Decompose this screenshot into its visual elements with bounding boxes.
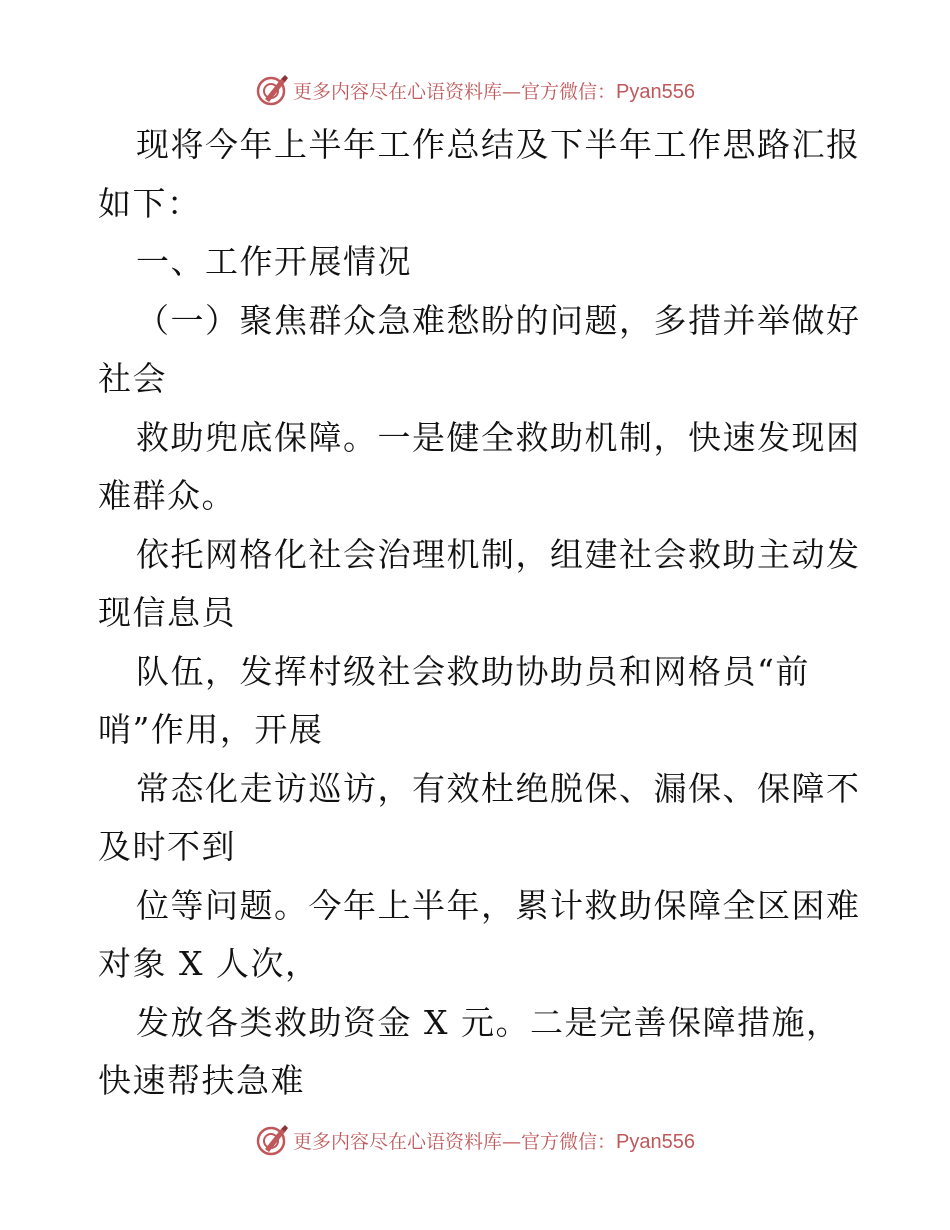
paragraph-line: 社会	[98, 359, 167, 398]
paragraph-line: 发放各类救助资金 X 元。二是完善保障措施，	[136, 1002, 841, 1042]
paragraph-line: 快速帮扶急难	[98, 1061, 305, 1100]
watermark-handle: Pyan556	[616, 1130, 695, 1153]
section-heading: 一、工作开展情况	[136, 242, 412, 281]
footer-watermark	[0, 1120, 950, 1160]
paragraph-line: 救助兜底保障。一是健全救助机制，快速发现困	[136, 417, 861, 457]
paragraph-line: 及时不到	[98, 827, 236, 866]
paragraph-line: 难群众。	[98, 476, 236, 515]
paragraph-line: 哨”作用，开展	[98, 710, 324, 749]
document-body	[98, 116, 861, 1111]
pen-circle-logo-icon	[255, 1123, 289, 1157]
watermark-text: 更多内容尽在心语资料库—官方微信：	[293, 1130, 617, 1153]
paragraph-line: 如下：	[98, 183, 202, 223]
pen-circle-logo-icon	[255, 73, 289, 107]
paragraph-line: 常态化走访巡访，有效杜绝脱保、漏保、保障不	[136, 768, 861, 808]
watermark-text: 更多内容尽在心语资料库—官方微信：	[293, 80, 617, 103]
paragraph-line: 现将今年上半年工作总结及下半年工作思路汇报	[136, 125, 861, 164]
paragraph-line: 对象 X 人次，	[98, 944, 320, 983]
header-watermark	[0, 70, 950, 110]
paragraph-line: 队伍，发挥村级社会救助协助员和网格员“前	[136, 651, 810, 691]
paragraph-line: 依托网格化社会治理机制，组建社会救助主动发	[136, 534, 861, 574]
watermark-handle: Pyan556	[616, 80, 695, 103]
paragraph-line: 现信息员	[98, 593, 236, 632]
paragraph-line: （一）聚焦群众急难愁盼的问题，多措并举做好	[136, 300, 861, 340]
paragraph-line: 位等问题。今年上半年，累计救助保障全区困难	[136, 885, 861, 925]
